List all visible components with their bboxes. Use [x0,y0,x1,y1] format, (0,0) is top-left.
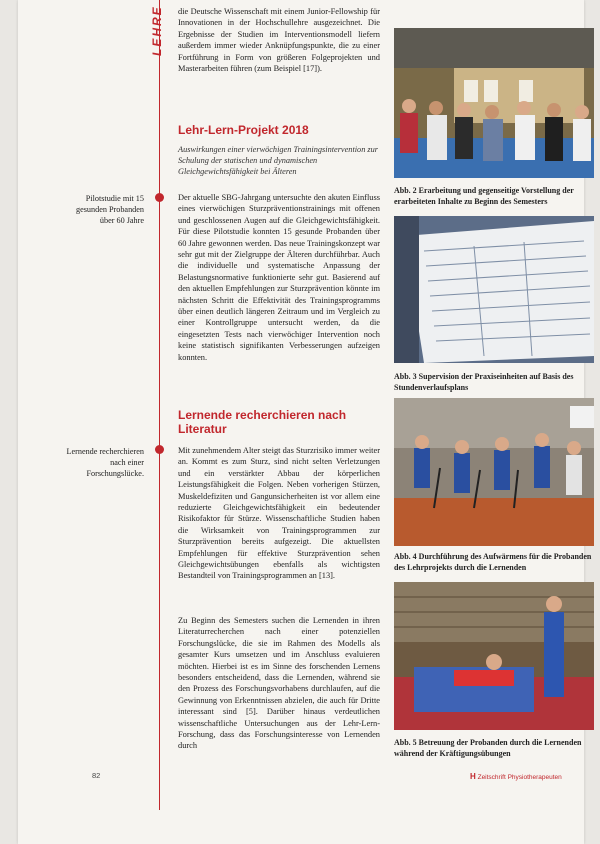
footer-brand [470,772,562,781]
marginal-note-lernende: Lernende recherchieren nach einer Forschungslücke. [66,447,144,478]
footer-marker: H [470,772,476,781]
section-rule [159,0,160,810]
marginal-note-pilot: Pilotstudie mit 15 gesunden Probanden über 60 Jahre [76,194,144,225]
section-label: LEHRE [150,5,164,56]
paragraph-sturzrisiko: Mit zunehmendem Alter steigt das Sturzrisiko immer weiter an. Kommt es zum Sturz, sind nicht selten Verletzungen und ein verstärkter Abbau der körperlichen Leistungsfähigkeit die Folgen. Neben vorherigen Stürzen, Muskeldefiziten und Gangunsicherheiten ist vor allem eine reduzierte Gleichgewichtsfähigkeit ein bedeutender Risikofaktor für Stürze. Wissenschaftliche Studien haben die Wirksamkeit von Trainingsprogrammen zur Sturzprävention bereits aufgezeigt. Die aktuellsten Empfehlungen für effektive Sturzprävention sehen Gleichgewichtsübungen ebenfalls als wichtigsten Bestandteil von Trainingsprogrammen an [13]. [178,446,380,581]
photo-warm-up [394,398,594,546]
paragraph-pilotstudie: Der aktuelle SBG-Jahrgang untersuchte den akuten Einfluss eines vierwöchigen Sturzpräventionstrainings mit offenen und geschlossenen Augen auf die Gleichgewichtsfähigkeit. Für diese Pilotstudie konnten 15 gesunde Probanden über 60 Jahre gewonnen werden. Das neue Trainingskonzept war sehr gut mit der Zielgruppe der Älteren durchführbar. Auch die individuelle und systematische Anpassung der Belastungsnormative funktionierte sehr gut. Basierend auf den aktuellen Empfehlungen zur Sturzprävention könnte im nächsten Schritt die Effektivität des Trainingsprogramms über einen deutlich längeren Zeitraum und im Vergleich zu einer Kontrollgruppe untersucht werden, da die eingesetzten Tests nach vierwöchiger Intervention noch keine statistisch signifikanten Verbesserungen aufzeigen konnten. [178,193,380,362]
heading-lehr-lern-projekt: Lehr-Lern-Projekt 2018 [178,123,309,137]
marginal-bullet [155,193,164,202]
continuation-paragraph: die Deutsche Wissenschaft mit einem Junior-Fellowship für Innovationen in der Hochschullehre ausgezeichnet. Die Ergebnisse der Studien im Interventionsmodell liefern außerdem immer wieder Anknüpfungspunkte, die zu einer Fortführung in Form von größeren Folgeprojekten und Masterarbeiten führen (zum Beispiel [17]). [178,7,380,74]
paragraph-literaturrecherche: Zu Beginn des Semesters suchen die Lernenden in ihren Literaturrecherchen nach einer potenziellen Forschungslücke, die sie im Rahmen des Modells als gesamter Kurs umsetzen und im Anschluss evaluieren möchten. Hierbei ist es im Sinne des forschenden Lernens besonders entscheidend, dass die Lernenden, während sie den Prozess des Forschungsvorhabens durchlaufen, auf die Gewinnung von Erkenntnissen abzielen, die auch für Dritte interessant sind [5]. Darüber hinaus verdeutlichen wissenschaftliche Untersuchungen aus der Lehr-Lern-Forschung, dass das Forschungsinteresse von Lernenden durch [178,616,380,751]
figure-caption-4: Abb. 4 Durchführung des Aufwärmens für die Probanden des Lehrprojekts durch die Lernenden [394,552,592,572]
photo-lesson-plan [394,216,594,363]
intro-text: Auswirkungen einer vierwöchigen Trainingsintervention zur Schulung der statischen und dynamischen Gleichgewichtsfähigkeit bei Älteren [178,145,379,177]
photo-group-gym [394,28,594,178]
figure-caption-5: Abb. 5 Betreuung der Probanden durch die Lernenden während der Kräftigungsübungen [394,738,582,758]
figure-caption-3: Abb. 3 Supervision der Praxiseinheiten auf Basis des Stundenverlaufsplans [394,372,574,392]
magazine-page [18,0,592,844]
page-number: 82 [92,771,101,780]
marginal-bullet [155,445,164,454]
heading-literatur: Lernende recherchieren nach Literatur [178,408,347,436]
figure-caption-2: Abb. 2 Erarbeitung und gegenseitige Vorstellung der erarbeiteten Inhalte zu Beginn des Semesters [394,186,574,206]
footer-brand-text: Zeitschrift Physiotherapeuten [477,774,562,781]
photo-strength-exercise [394,582,594,730]
